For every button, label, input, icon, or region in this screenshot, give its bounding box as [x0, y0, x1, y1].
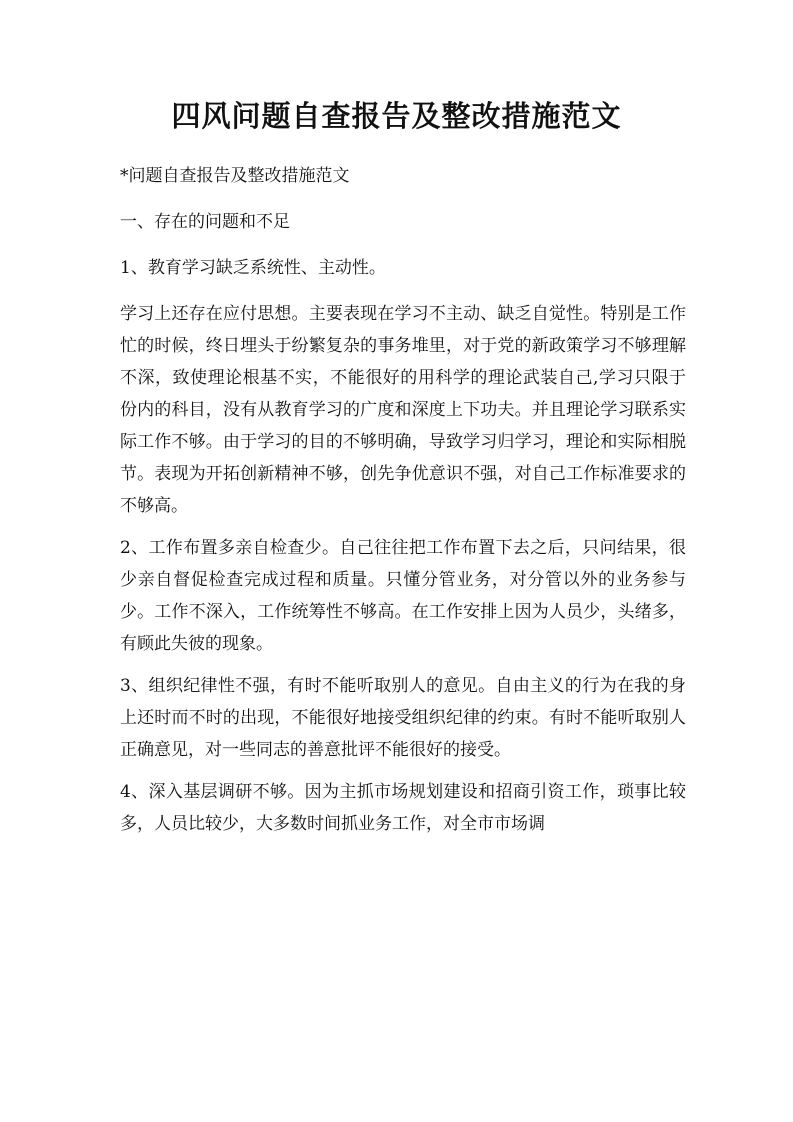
- paragraph-item-2: 2、工作布置多亲自检查少。自己往往把工作布置下去之后，只问结果，很少亲自督促检查完成过程和质量。只懂分管业务，对分管以外的业务参与少。工作不深入，工作统筹性不够高。在工作安排上因为人员少，头绪多，有顾此失彼的现象。: [120, 538, 686, 654]
- paragraph-study: 学习上还存在应付思想。主要表现在学习不主动、缺乏自觉性。特别是工作忙的时候，终日埋头于纷繁复杂的事务堆里，对于党的新政策学习不够理解不深，致使理论根基不实，不能很好的用科学的理论武装自己,学习只限于份内的科目，没有从教育学习的广度和深度上下功夫。并且理论学习联系实际工作不够。由于学习的目的不够明确，导致学习归学习，理论和实际相脱节。表现为开拓创新精神不够，创先争优意识不强，对自己工作标准要求的不够高。: [120, 304, 686, 516]
- paragraph-item-1: 1、教育学习缺乏系统性、主动性。: [120, 258, 386, 278]
- paragraph-item-4: 4、深入基层调研不够。因为主抓市场规划建设和招商引资工作，琐事比较多，人员比较少，大多数时间抓业务工作，对全市市场调: [120, 782, 686, 834]
- paragraph-item-3: 3、组织纪律性不强，有时不能听取别人的意见。自由主义的行为在我的身上还时而不时的出现，不能很好地接受组织纪律的约束。有时不能听取别人正确意见，对一些同志的善意批评不能很好的接受。: [120, 676, 686, 760]
- document-body: [120, 160, 686, 840]
- document-title: 四风问题自查报告及整改措施范文: [171, 99, 622, 133]
- section-heading: 一、存在的问题和不足: [120, 212, 290, 232]
- document-subtitle: *问题自查报告及整改措施范文: [120, 166, 350, 186]
